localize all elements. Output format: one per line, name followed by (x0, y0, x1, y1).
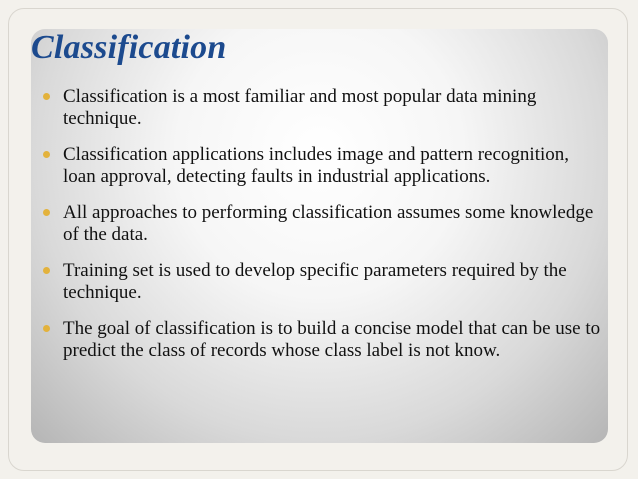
bullet-dot-icon (43, 325, 50, 332)
bullet-dot-icon (43, 267, 50, 274)
bullet-dot-icon (43, 151, 50, 158)
bullet-text: The goal of classification is to build a concise model that can be use to predict the class of records whose class label is not know. (63, 318, 601, 361)
bullet-item (36, 144, 601, 188)
bullet-text: Training set is used to develop specific parameters required by the technique. (63, 260, 567, 303)
bullet-text: Classification applications includes image and pattern recognition, loan approval, detecting faults in industrial applications. (63, 144, 569, 187)
bullet-dot-icon (43, 93, 50, 100)
bullet-item (36, 202, 601, 246)
bullet-text: Classification is a most familiar and most popular data mining technique. (63, 86, 537, 129)
slide-title: Classification (31, 29, 227, 66)
bullet-list (36, 86, 601, 376)
bullet-item (36, 318, 601, 362)
bullet-dot-icon (43, 209, 50, 216)
bullet-item (36, 260, 601, 304)
bullet-text: All approaches to performing classification assumes some knowledge of the data. (63, 202, 594, 245)
bullet-item (36, 86, 601, 130)
